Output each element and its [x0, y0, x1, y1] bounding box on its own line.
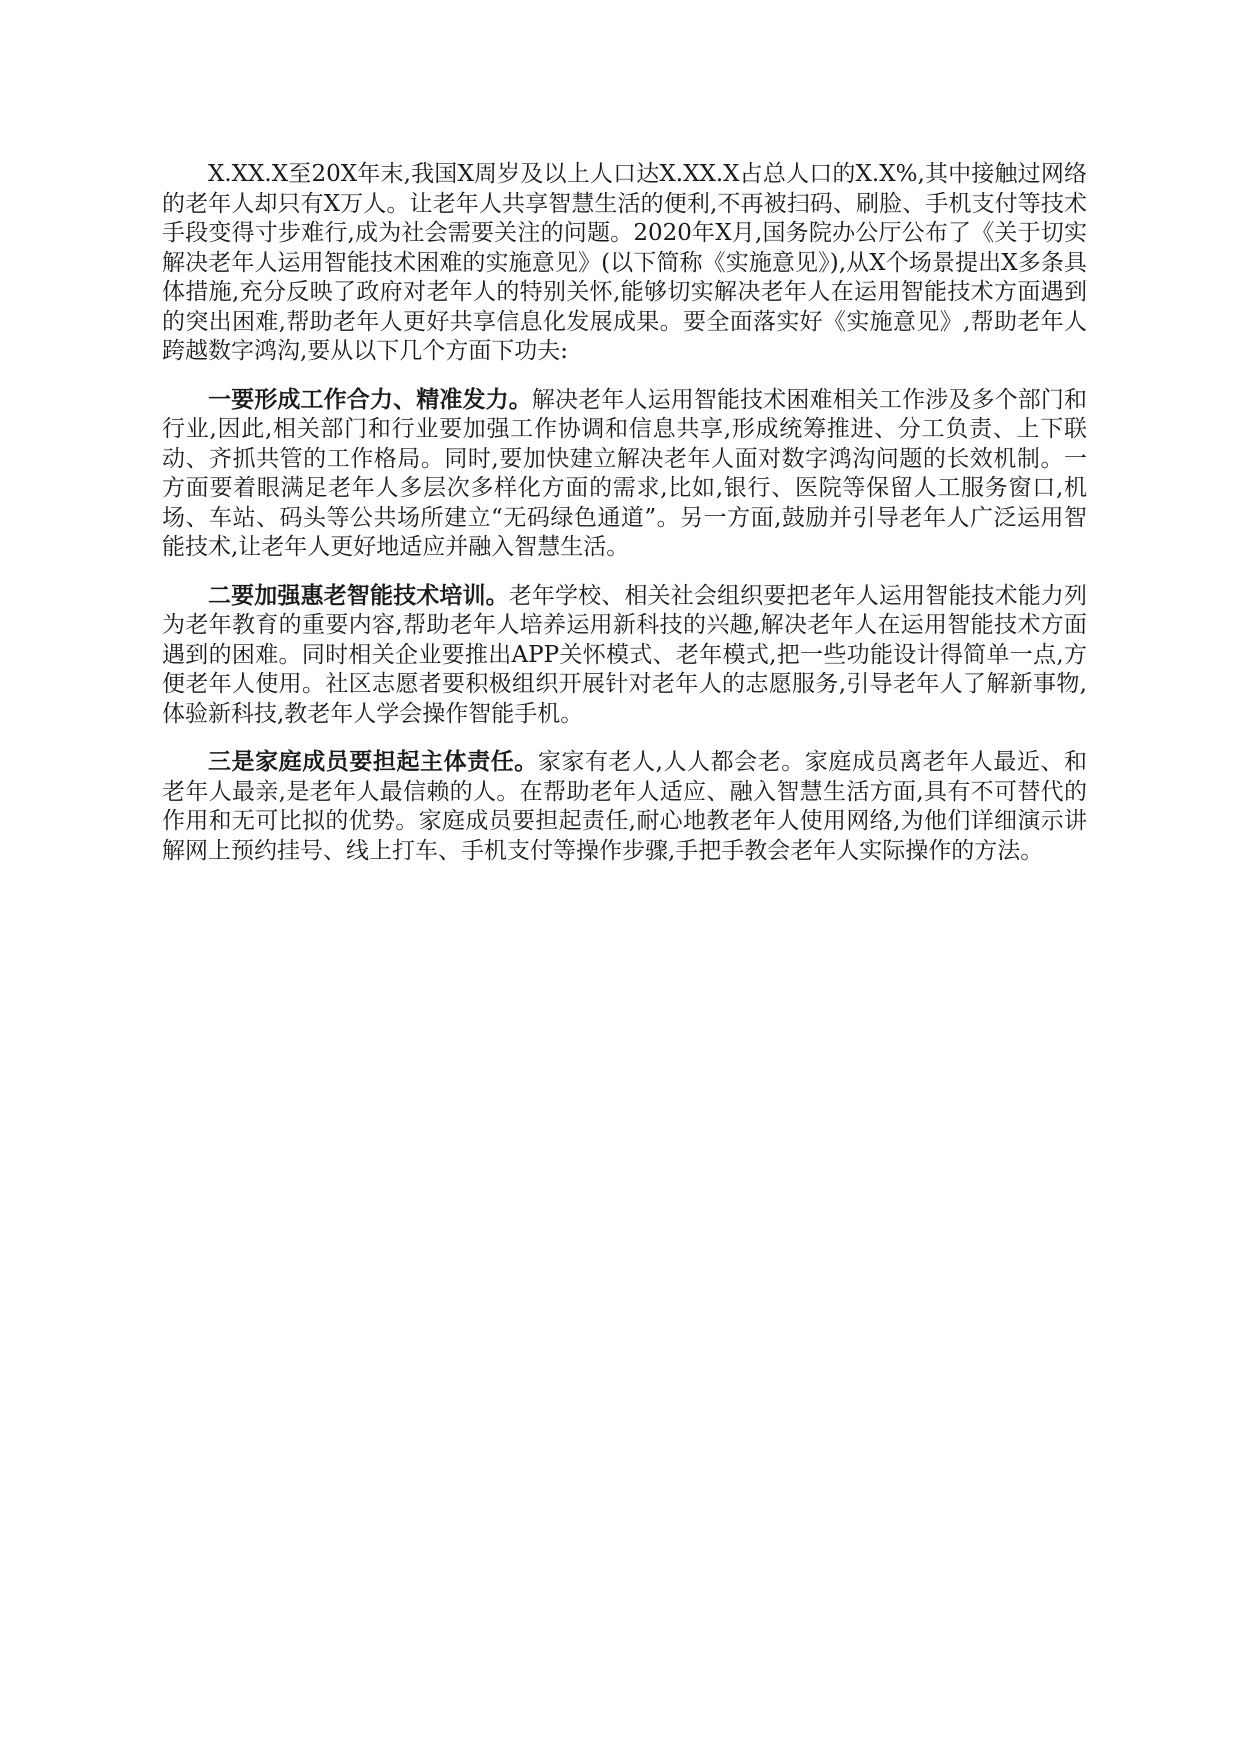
point-one-paragraph	[162, 385, 1087, 563]
paragraph-heading: 一要形成工作合力、精准发力。	[208, 385, 532, 413]
point-two-paragraph	[162, 581, 1087, 730]
paragraph-heading: 二要加强惠老智能技术培训。	[208, 581, 509, 609]
paragraph-text: 解决老年人运用智能技术困难相关工作涉及多个部门和行业,因此,相关部门和行业要加强工作协调和信息共享,形成统筹推进、分工负责、上下联动、齐抓共管的工作格局。同时,要加快建立解决老年人面对数字鸿沟问题的长效机制。一方面要着眼满足老年人多层次多样化方面的需求,比如,银行、医院等保留人工服务窗口,机场、车站、码头等公共场所建立“无码绿色通道”。另一方面,鼓励并引导老年人广泛运用智能技术,让老年人更好地适应并融入智慧生活。	[162, 386, 1088, 560]
point-three-paragraph	[162, 747, 1087, 866]
paragraph-heading: 三是家庭成员要担起主体责任。	[208, 748, 538, 775]
paragraph-text: X.XX.X至20X年末,我国X周岁及以上人口达X.XX.X占总人口的X.X%,其中接触过网络的老年人却只有X万人。让老年人共享智慧生活的便利,不再被扫码、刷脸、手机支付等技术手段变得寸步难行,成为社会需要关注的问题。2020年X月,国务院办公厅公布了《关于切实解决老年人运用智能技术困难的实施意见》(以下简称《实施意见》),从X个场景提出X多条具体措施,充分反映了政府对老年人的特别关怀,能够切实解决老年人在运用智能技术方面遇到的突出困难,帮助老年人更好共享信息化发展成果。要全面落实好《实施意见》,帮助老年人跨越数字鸿沟,要从以下几个方面下功夫:	[162, 161, 1087, 364]
paragraph-text: 老年学校、相关社会组织要把老年人运用智能技术能力列为老年教育的重要内容,帮助老年人培养运用新科技的兴趣,解决老年人在运用智能技术方面遇到的困难。同时相关企业要推出APP关怀模式、老年模式,把一些功能设计得简单一点,方便老年人使用。社区志愿者要积极组织开展针对老年人的志愿服务,引导老年人了解新事物,体验新科技,教老年人学会操作智能手机。	[162, 582, 1088, 727]
intro-paragraph	[162, 160, 1087, 367]
paragraph-text: 家家有老人,人人都会老。家庭成员离老年人最近、和老年人最亲,是老年人最信赖的人。在帮助老年人适应、融入智慧生活方面,具有不可替代的作用和无可比拟的优势。家庭成员要担起责任,耐心地教老年人使用网络,为他们详细演示讲解网上预约挂号、线上打车、手机支付等操作步骤,手把手教会老年人实际操作的方法。	[162, 749, 1087, 864]
document-body	[162, 160, 1087, 884]
